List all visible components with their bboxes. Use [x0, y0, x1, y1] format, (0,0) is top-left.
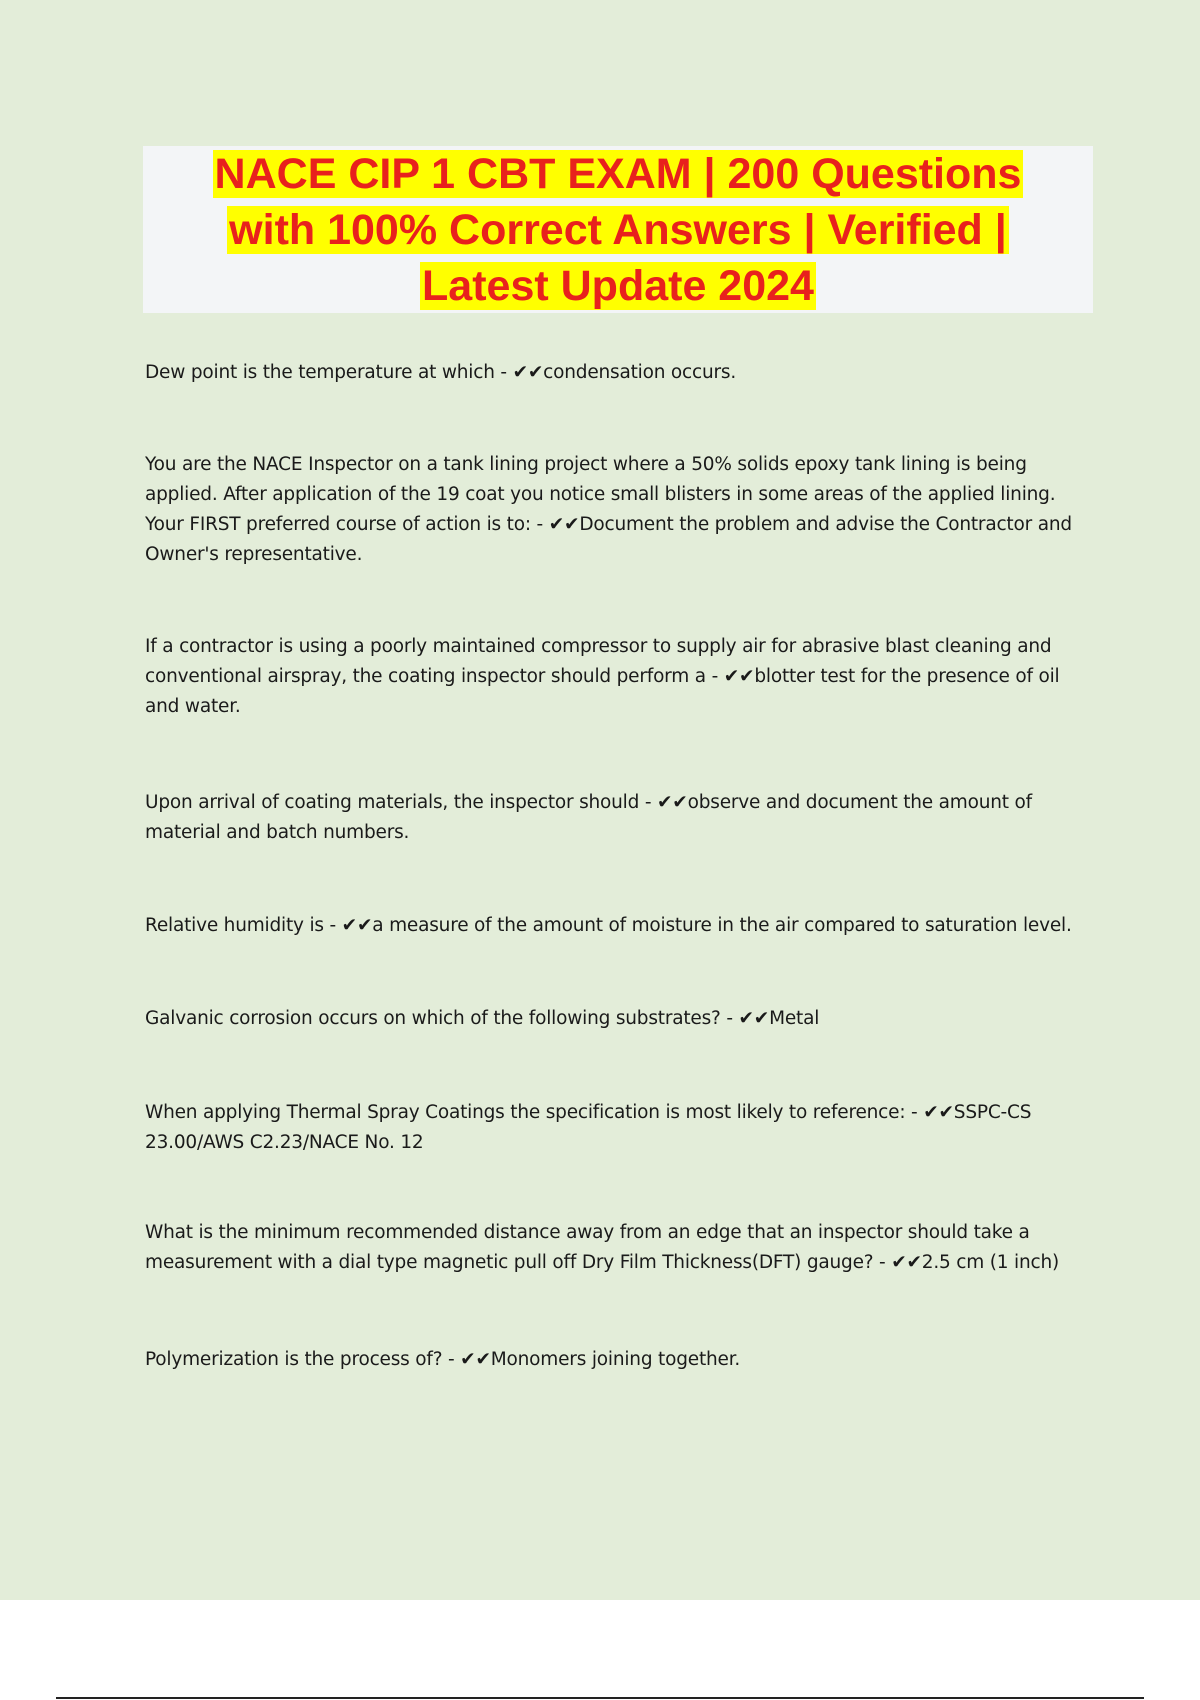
qa-item-polymerization: Polymerization is the process of? - ✔✔Monomers joining together. [145, 1349, 741, 1370]
qa-item-compressor: If a contractor is using a poorly maintained compressor to supply air for abrasive blast cleaning and conventional airspray, the coating inspector should perform a - ✔✔blotter test for the presence of oil and water. [145, 636, 1060, 717]
title-box [143, 146, 1093, 313]
qa-item-dft-gauge: What is the minimum recommended distance away from an edge that an inspector should take a measurement with a dial type magnetic pull off Dry Film Thickness(DFT) gauge? - ✔✔2.5 cm (1 inch) [145, 1222, 1060, 1273]
qa-item-thermal-spray: When applying Thermal Spray Coatings the specification is most likely to reference: - ✔✔SSPC-CS 23.00/AWS C2.23/NACE No. 12 [145, 1102, 1032, 1153]
qa-item-relative-humidity: Relative humidity is - ✔✔a measure of the amount of moisture in the air compared to saturation level. [145, 915, 1072, 936]
qa-item-galvanic-corrosion: Galvanic corrosion occurs on which of the following substrates? - ✔✔Metal [145, 1008, 820, 1029]
qa-item-coating-materials: Upon arrival of coating materials, the inspector should - ✔✔observe and document the amount of material and batch numbers. [145, 792, 1032, 843]
document-title [143, 146, 1093, 314]
title-line-2: with 100% Correct Answers | Verified | [229, 206, 1007, 254]
footer-divider [56, 1697, 1144, 1699]
qa-item-tank-lining: You are the NACE Inspector on a tank lining project where a 50% solids epoxy tank lining is being applied. After application of the 19 coat you notice small blisters in some areas of the applied lining. Your FIRST preferred course of action is to: - ✔✔Document the problem and advise the Contractor and Owner's representative. [145, 454, 1072, 565]
qa-item-dew-point: Dew point is the temperature at which - ✔✔condensation occurs. [145, 362, 737, 383]
title-line-3: Latest Update 2024 [422, 262, 814, 310]
title-line-1: NACE CIP 1 CBT EXAM | 200 Questions [214, 150, 1022, 198]
